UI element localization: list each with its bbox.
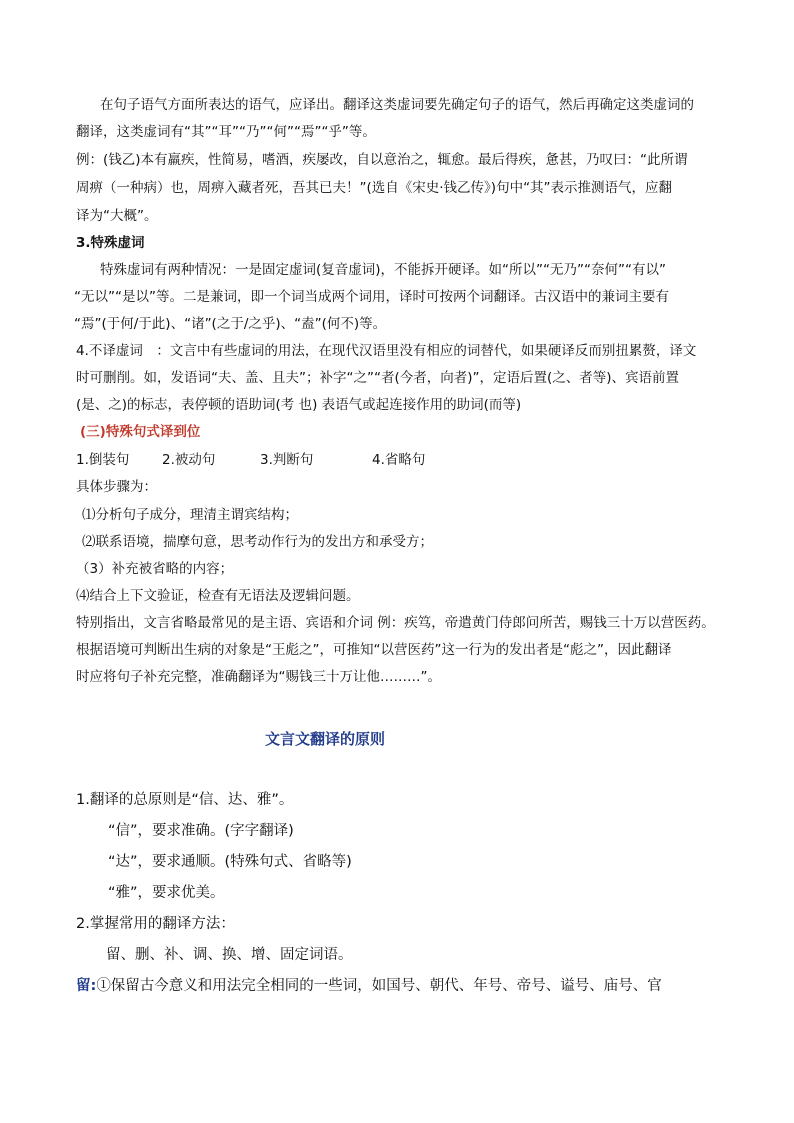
example-line: 例：(钱乙)本有羸疾，性简易，嗜酒，疾屡改，自以意治之，辄愈。最后得疾，惫甚，乃叹曰：“此所谓 xyxy=(76,152,688,168)
principle-ya: “雅”，要求优美。 xyxy=(108,885,225,901)
section-line: (是、之)的标志，表停顿的语助词(考 也) 表语气或起连接作用的助词(而等) xyxy=(76,397,522,413)
principle-item: 2.掌握常用的翻译方法： xyxy=(76,916,235,932)
principle-xin: “信”，要求准确。(字字翻译) xyxy=(108,823,294,839)
step-item: ⑴分析句子成分，理清主谓宾结构； xyxy=(82,507,298,523)
section-line: 特殊虚词有两种情况：一是固定虚词(复音虚词)，不能拆开硬译。如“所以”“无乃”“奈何”“有以” xyxy=(100,262,666,278)
section-line: 4.不译虚词 ：文言中有些虚词的用法，在现代汉语里没有相应的词替代，如果硬译反而别扭累赘，译文 xyxy=(76,343,697,359)
liu-method-line xyxy=(76,977,662,995)
sentence-type: 1.倒装句 xyxy=(76,452,130,468)
step-item: （3）补充被省略的内容； xyxy=(76,561,234,577)
note-line: 时应将句子补充完整，准确翻译为“赐钱三十万让他………”。 xyxy=(76,669,441,685)
section-line: 时可删削。如，发语词“夫、盖、且夫”；补字“之”“者(今者，向者)”，定语后置(之、者等)、宾语前置 xyxy=(76,370,680,386)
liu-label: 留: xyxy=(76,978,97,994)
liu-text: ①保留古今意义和用法完全相同的一些词，如国号、朝代、年号、帝号、谥号、庙号、官 xyxy=(96,978,662,994)
section-line: “焉”(于何/于此)、“诸”(之于/之乎)、“盍”(何不)等。 xyxy=(74,316,387,332)
methods-list: 留、删、补、调、换、增、固定词语。 xyxy=(106,947,353,963)
page-title: 文言文翻译的原则 xyxy=(265,730,386,748)
section-heading: (三)特殊句式译到位 xyxy=(80,424,201,440)
section-heading: 3.特殊虚词 xyxy=(76,235,145,251)
sentence-type: 4.省略句 xyxy=(372,452,426,468)
example-line: 译为“大概”。 xyxy=(76,208,158,224)
principle-item: 1.翻译的总原则是“信、达、雅”。 xyxy=(76,792,294,808)
section-line: “无以”“是以”等。二是兼词，即一个词当成两个词用，译时可按两个词翻译。古汉语中的兼词主要有 xyxy=(74,289,669,305)
note-line: 特别指出，文言省略最常见的是主语、宾语和介词 例：疾笃，帝遣黄门侍郎问所苦，赐钱三十万以营医药。 xyxy=(76,615,715,631)
sentence-type: 2.被动句 xyxy=(162,452,216,468)
paragraph-line: 在句子语气方面所表达的语气，应译出。翻译这类虚词要先确定句子的语气，然后再确定这类虚词的 xyxy=(100,97,694,113)
step-item: ⑵联系语境，揣摩句意，思考动作行为的发出方和承受方； xyxy=(82,534,433,550)
principle-da: “达”，要求通顺。(特殊句式、省略等) xyxy=(108,854,352,870)
example-line: 周痹（一种病）也，周痹入藏者死，吾其已夫！”(选自《宋史·钱乙传》)句中“其”表示推测语气，应翻 xyxy=(76,180,673,196)
paragraph-line: 翻译，这类虚词有“其”“耳”“乃”“何”“焉”“乎”等。 xyxy=(76,124,376,140)
steps-title: 具体步骤为： xyxy=(76,479,157,495)
sentence-type: 3.判断句 xyxy=(260,452,314,468)
note-line: 根据语境可判断出生病的对象是“王彪之”，可推知“以营医药”这一行为的发出者是“彪之”，因此翻译 xyxy=(76,642,672,658)
step-item: ⑷结合上下文验证，检查有无语法及逻辑问题。 xyxy=(76,588,360,604)
